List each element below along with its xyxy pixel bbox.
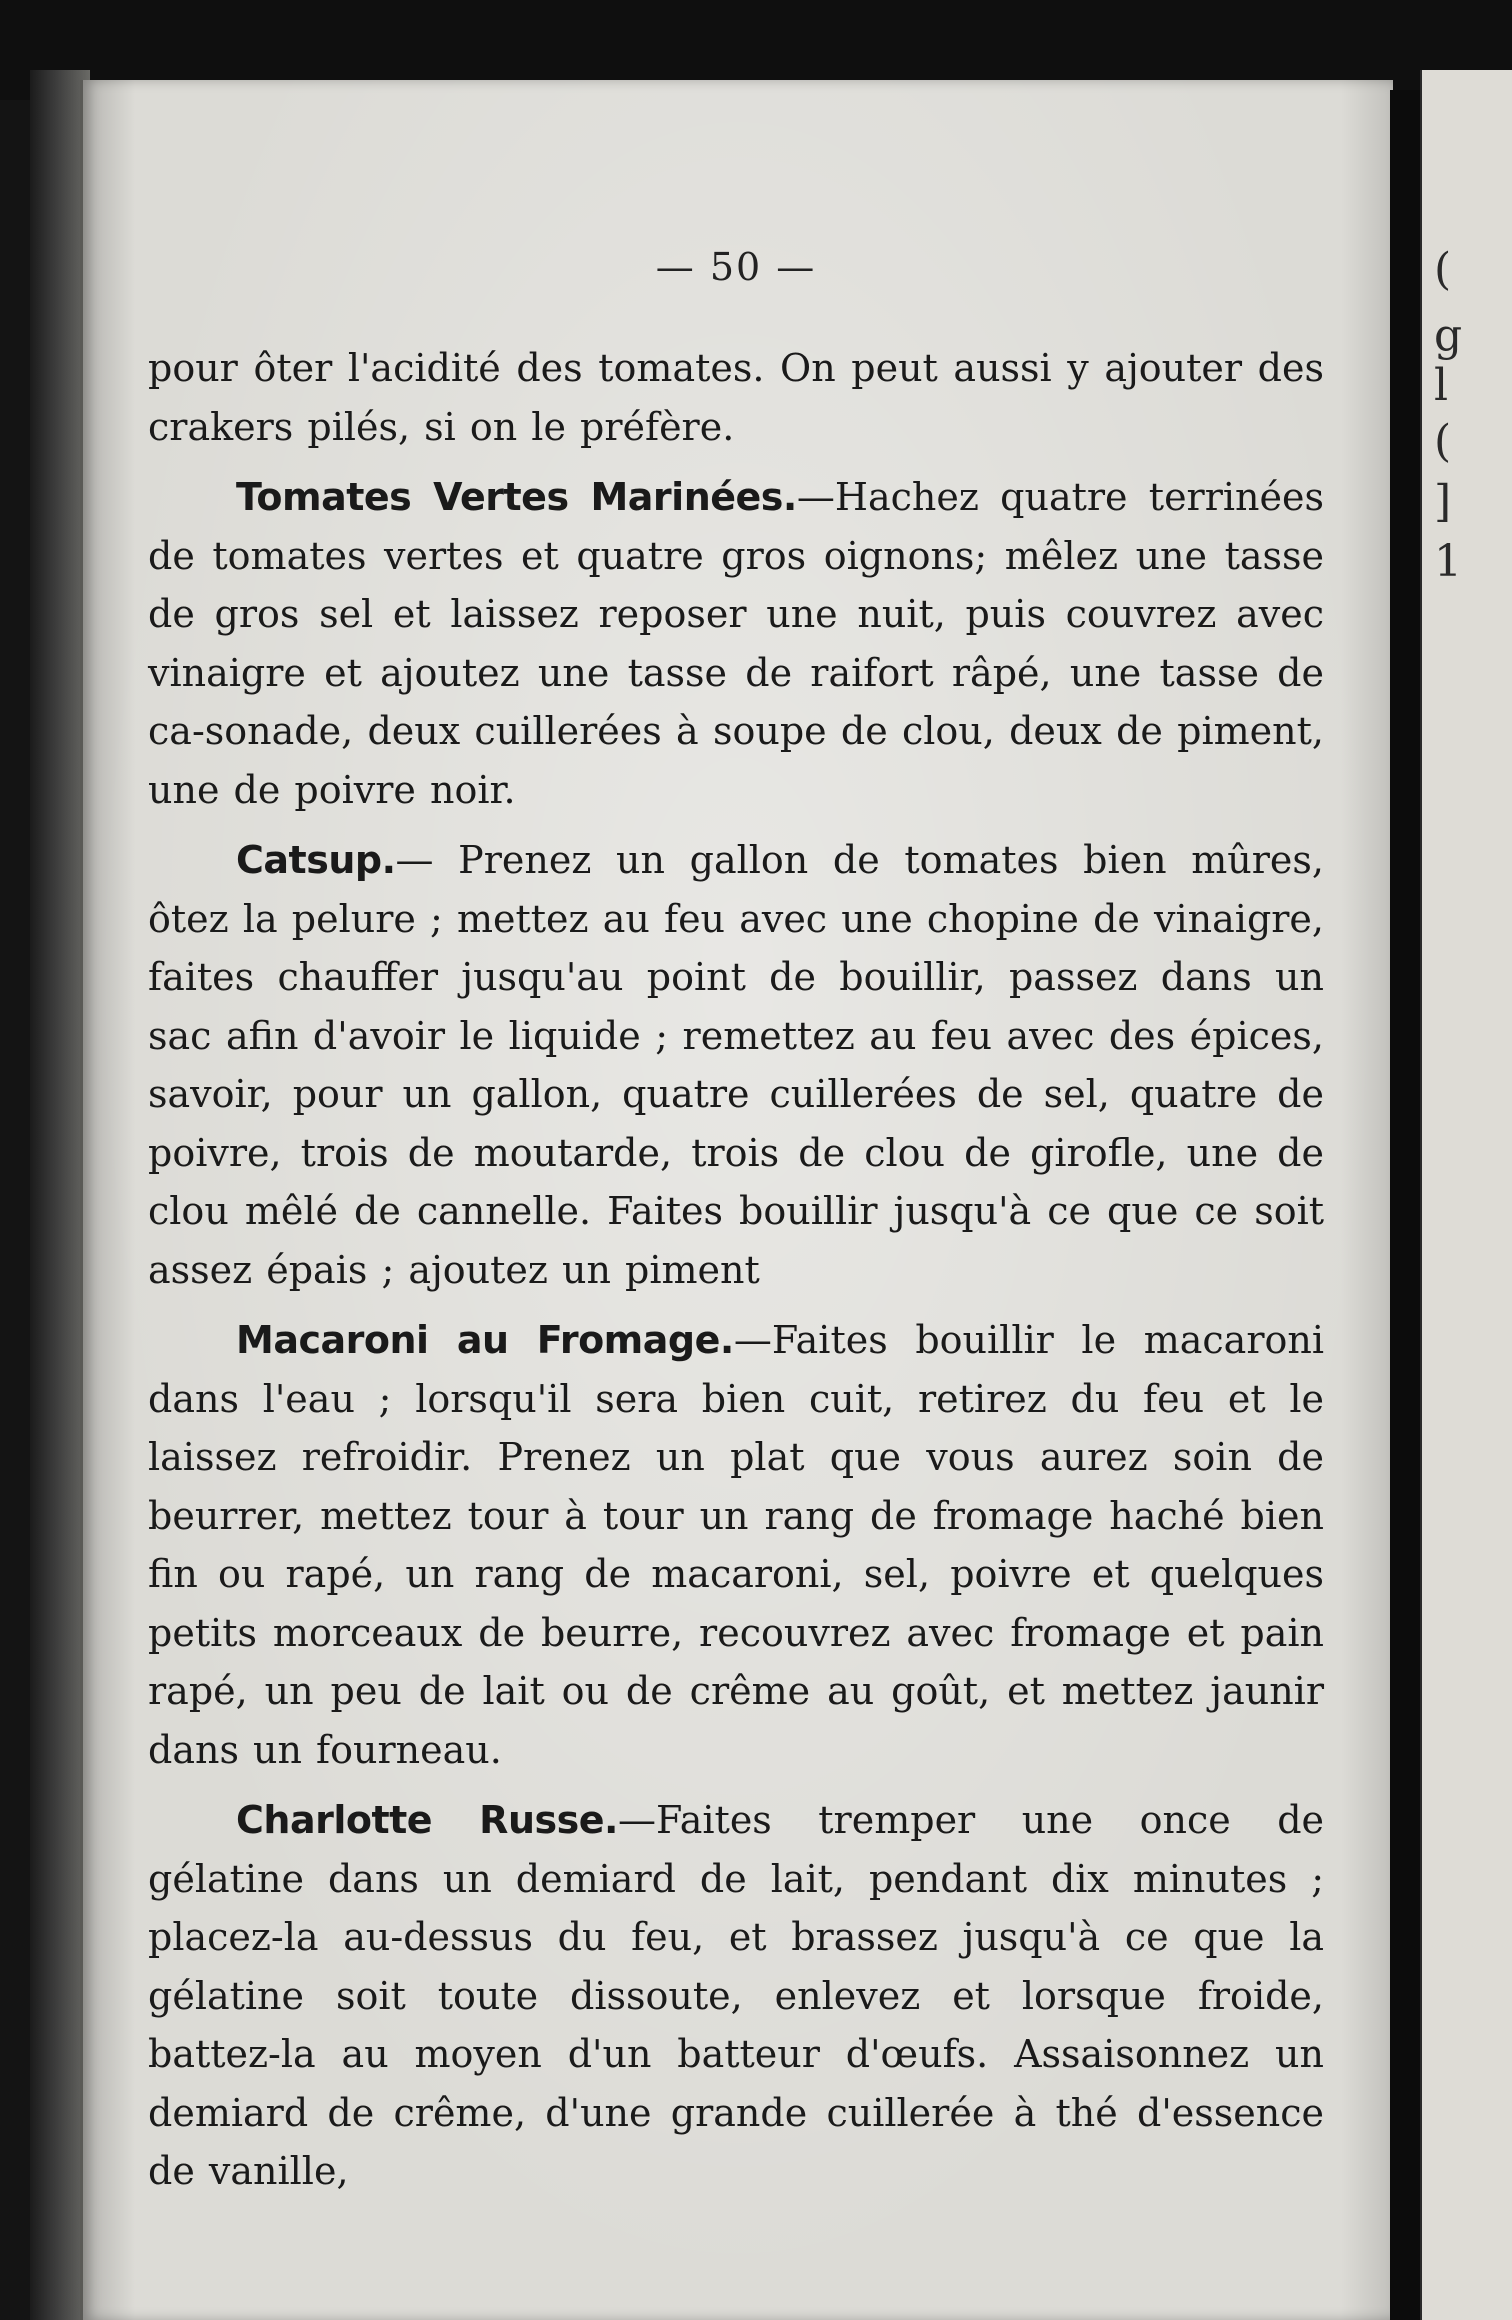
recipe-title: Charlotte Russe. [236, 1798, 618, 1842]
recipe-text: — Prenez un gallon de tomates bien mûres, ôtez la pelure ; mettez au feu avec une chopine de vinaigre, faites chauffer jusqu'au point de bouillir, passez dans un sac afin d'avoir le liquide ; remettez au feu avec des épices, savoir, pour un gallon, quatre cuillerées de sel, quatre de poivre, trois de moutarde, trois de clou de girofle, une de clou mêlé de cannelle. Faites bouillir jusqu'à ce que ce soit assez épais ; ajoutez un piment [148, 838, 1324, 1292]
recipe-macaroni [148, 1311, 1324, 1779]
recipe-charlotte-russe [148, 1791, 1324, 2201]
recipe-tomates-vertes [148, 468, 1324, 819]
recipe-title: Macaroni au Fromage. [236, 1318, 734, 1362]
facing-page-fragment: g [1434, 310, 1463, 361]
book-gutter [1390, 90, 1420, 2320]
facing-page-fragment: 1 [1434, 536, 1462, 587]
recipe-title: Catsup. [236, 838, 396, 882]
facing-page-edge [1420, 70, 1512, 2320]
facing-page-fragment: ] [1434, 476, 1452, 527]
intro-paragraph: pour ôter l'acidité des tomates. On peut aussi y ajouter des crakers pilés, si on le préfère. [148, 346, 1324, 449]
recipe-title: Tomates Vertes Marinées. [236, 475, 797, 519]
facing-page-fragment: ( [1434, 244, 1452, 295]
facing-page-fragment: ( [1434, 416, 1452, 467]
recipe-text: —Faites bouillir le macaroni dans l'eau ; lorsqu'il sera bien cuit, retirez du feu et le laissez refroidir. Prenez un plat que vous aurez soin de beurrer, mettez tour à tour un rang de fromage haché bien fin ou rapé, un rang de macaroni, sel, poivre et quelques petits morceaux de beurre, recouvrez avec fromage et pain rapé, un peu de lait ou de crême au goût, et mettez jaunir dans un fourneau. [148, 1318, 1324, 1772]
recipe-text: —Hachez quatre terrinées de tomates vertes et quatre gros oignons; mêlez une tasse de gros sel et laissez reposer une nuit, puis couvrez avec vinaigre et ajoutez une tasse de raifort râpé, une tasse de ca-sonade, deux cuillerées à soupe de clou, deux de piment, une de poivre noir. [148, 475, 1324, 812]
page-content [148, 245, 1324, 2213]
recipe-text: —Faites tremper une once de gélatine dans un demiard de lait, pendant dix minutes ; placez-la au-dessus du feu, et brassez jusqu'à ce que la gélatine soit toute dissoute, enlevez et lorsque froide, battez-la au moyen d'un batteur d'œufs. Assaisonnez un demiard de crême, d'une grande cuillerée à thé d'essence de vanille, [148, 1798, 1325, 2193]
recipe-catsup [148, 831, 1324, 1299]
page-number: — 50 — [655, 245, 817, 289]
facing-page-fragment: l [1434, 360, 1449, 411]
